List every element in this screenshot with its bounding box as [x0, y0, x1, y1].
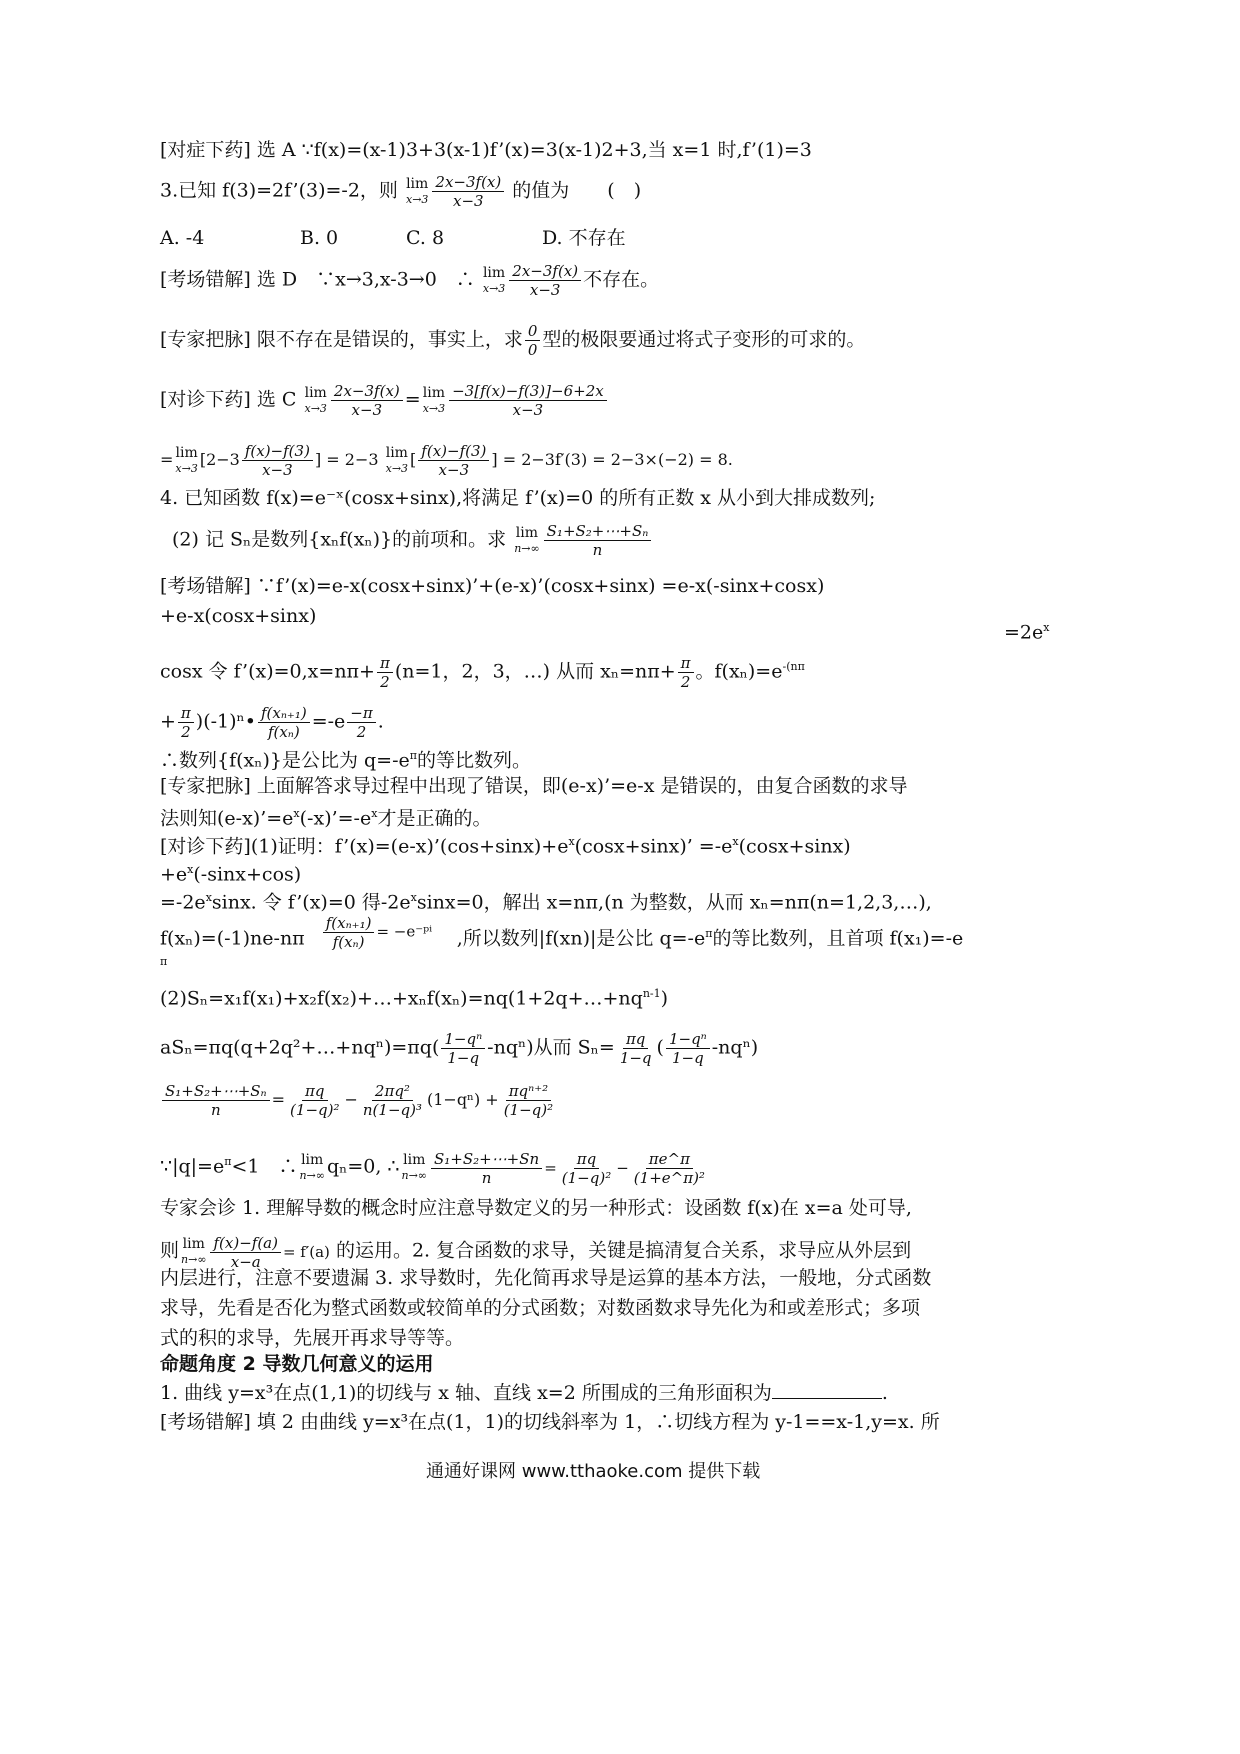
fraction-numerator: f(x)−f(a) [210, 1234, 280, 1253]
derivation-text: -nqⁿ)从而 Sₙ= [487, 1036, 615, 1059]
fraction-numerator: 2x−3f(x) [331, 382, 403, 401]
fraction-term-2 [360, 1082, 425, 1119]
fraction-difference-quotient [242, 442, 313, 479]
option-a: A. -4 [160, 227, 205, 249]
ratio-formula-group [321, 914, 432, 951]
fraction-difference-quotient [418, 442, 489, 479]
step-text: =-e [311, 710, 346, 733]
question-text: 1. 曲线 y=x³在点(1,1)的切线与 x 轴、直线 x=2 所围成的三角形面积为 [160, 1382, 772, 1404]
superscript: x [293, 807, 300, 820]
limit-operator [305, 386, 327, 416]
limit-conclusion [160, 1150, 710, 1187]
sum-text: ) [660, 987, 669, 1010]
lim-sub: x→3 [422, 401, 446, 415]
lim-sub: x→3 [482, 281, 506, 295]
superscript: x [568, 835, 575, 848]
correct-solution-text: [对诊下药] 选 C [160, 388, 297, 411]
fraction-numerator: −3[f(x)−f(3)]−6+2x [449, 382, 607, 401]
solution-text: +e [160, 863, 188, 886]
fraction-pi-over-2 [678, 654, 694, 691]
correct-solution-q3 [160, 382, 609, 419]
geometric-sequence-claim [160, 744, 531, 772]
fraction-zero-over-zero [525, 322, 541, 359]
fraction-neg-pi-over-2 [347, 704, 375, 741]
fraction-numerator: f(x)−f(3) [242, 442, 313, 461]
fraction-ratio [258, 704, 310, 741]
lim-sub: n→∞ [401, 1168, 427, 1182]
correct-solution-q4-roots [160, 886, 932, 914]
fraction-pi-over-2 [377, 654, 393, 691]
fraction-numerator: S₁+S₂+⋯+Sn [431, 1150, 542, 1169]
fraction-denominator: n [210, 1101, 221, 1119]
average-sum-formula [160, 1082, 558, 1119]
lim-word: lim [301, 1151, 324, 1168]
fraction-denominator: x−3 [438, 461, 470, 479]
correct-solution-q4 [160, 830, 851, 858]
fraction-numerator: πq [574, 1150, 599, 1169]
fraction-numerator: πqⁿ⁺² [506, 1082, 551, 1101]
fraction-numerator: 2πq² [372, 1082, 413, 1101]
wrong-solution-q4: [考场错解] ∵f’(x)=e-x(cosx+sinx)’+(e-x)’(cosx+sinx) =e-x(-sinx+cosx) [160, 575, 825, 597]
minus-sign: − [616, 1158, 629, 1177]
wrong-solution-tangent: [考场错解] 填 2 由曲线 y=x³在点(1，1)的切线斜率为 1，∴切线方程为 y-1==x-1,y=x. 所 [160, 1411, 940, 1433]
fraction-ratio [323, 914, 375, 951]
fraction-denominator: 2 [380, 673, 390, 691]
fraction-numerator: f(xₙ₊₁) [258, 704, 310, 723]
superscript: x [371, 807, 378, 820]
fraction-denominator: f(xₙ) [267, 723, 300, 741]
consultation-text: 的运用。2. 复合函数的求导，关键是搞清复合关系，求导应从外层到 [335, 1239, 912, 1262]
analysis-text: 法则知(e-x)’=e [160, 807, 294, 830]
fraction-denominator: x−3 [351, 401, 383, 419]
limit-operator [514, 526, 539, 556]
fraction-denominator: (1−q)² [290, 1101, 340, 1119]
fraction-2x-3fx [331, 382, 403, 419]
solution-text: sinx. 令 f’(x)=0 得-2e [211, 891, 411, 914]
step-text: cosx 令 f’(x)=0,x=nπ+ [160, 660, 375, 683]
solution-text: sinx=0，解出 x=nπ,(n 为整数，从而 xₙ=nπ(n=1,2,3,…), [416, 891, 932, 914]
lim-sub: n→∞ [299, 1168, 325, 1182]
fraction-1-q-n [441, 1030, 485, 1067]
derivation-text: aSₙ=πq(q+2q²+…+nqⁿ)=πq( [160, 1036, 440, 1059]
expert-analysis-tail: 型的极限要通过将式子变形的可求的。 [542, 328, 866, 351]
superscript: x [732, 835, 739, 848]
sum-text: (2)Sₙ=x₁f(x₁)+x₂f(x₂)+…+xₙf(xₙ)=nq(1+2q+…+nq [160, 987, 643, 1010]
bracket-open: [2−3 [199, 450, 240, 469]
fraction-pi-over-2 [178, 704, 194, 741]
analysis-text: 才是正确的。 [377, 807, 492, 830]
consultation-text: 则 [160, 1239, 180, 1262]
fraction-denominator: (1−q)² [503, 1101, 554, 1119]
fraction-numerator: f(x)−f(3) [418, 442, 489, 461]
minus-sign: − [344, 1090, 358, 1109]
limit-operator [175, 446, 197, 476]
limit-operator [406, 177, 428, 207]
expert-analysis-text: [专家把脉] 限不存在是错误的，事实上，求 [160, 328, 523, 351]
superscript: x [410, 891, 417, 904]
question-4-part-2 [172, 522, 653, 559]
fraction-denominator: x−3 [512, 401, 544, 419]
fraction-sum-over-n [544, 522, 652, 559]
fraction-denominator: 2 [680, 673, 691, 691]
superscript: π [409, 749, 417, 762]
fraction-numerator: πq [302, 1082, 327, 1101]
fraction-denominator: 0 [527, 341, 538, 359]
fraction-denominator: x−3 [453, 192, 484, 210]
superscript: x [1043, 621, 1050, 634]
limit-operator [299, 1153, 324, 1183]
expert-consultation-line-4: 求导，先看是否化为整式函数或较简单的分式函数；对数函数求导先化为和或差形式；多项 [160, 1297, 921, 1319]
result-text: =2e [1004, 621, 1044, 644]
ratio-rhs: = −e⁻ᵖⁱ [376, 922, 433, 941]
lim-sub: x→3 [304, 401, 327, 415]
ratio-step [160, 704, 384, 741]
superscript: π [224, 1155, 232, 1169]
superscript: x [187, 863, 194, 876]
fraction-denominator: 2 [181, 723, 191, 741]
option-d: D. 不存在 [542, 227, 626, 249]
wrong-solution-text: [考场错解] 选 D ∵x→3,x-3→0 ∴ [160, 268, 475, 291]
lim-word: lim [422, 384, 446, 401]
fraction-denominator: n [592, 541, 603, 559]
solution-text: =-2e [160, 891, 206, 914]
fraction-numerator: πq [623, 1030, 648, 1049]
page-footer: 通通好课网 www.tthaoke.com 提供下载 [426, 1461, 761, 1482]
step-text: + [160, 710, 176, 733]
fraction-denominator: x−a [230, 1253, 261, 1271]
conclusion-text: ∵|q|=e [160, 1155, 225, 1178]
step-text: (n=1，2，3，…) 从而 xₙ=nπ+ [394, 660, 676, 683]
option-b: B. 0 [300, 227, 339, 249]
fraction-numerator: 2x−3f(x) [509, 262, 581, 281]
fraction-denominator: 1−q [447, 1049, 480, 1067]
section-heading: 命题角度 2 导数几何意义的运用 [160, 1353, 434, 1375]
solution-text: 的等比数列，且首项 f(x₁)=-e [712, 927, 964, 950]
fraction-numerator: 2x−3f(x) [432, 173, 504, 192]
fraction-pi-e [631, 1150, 708, 1187]
lim-sub: x→3 [385, 461, 409, 475]
solution-text: f(xₙ)=(-1)ne-nπ [160, 927, 305, 950]
fraction-numerator: πe^π [646, 1150, 693, 1169]
limit-operator [386, 446, 408, 476]
fraction-numerator: π [678, 654, 694, 673]
fraction-denominator: (1−q)² [561, 1169, 612, 1187]
step-text: )(-1)ⁿ• [195, 710, 256, 733]
superscript: n-1 [642, 987, 661, 1000]
question-3 [160, 173, 641, 210]
fraction-numerator: −π [347, 704, 375, 723]
fraction-term-1 [559, 1150, 614, 1187]
period: . [881, 1382, 888, 1404]
fraction-sum-over-n [431, 1150, 542, 1187]
equals-sign: = [271, 1090, 286, 1109]
lim-sub: n→∞ [181, 1252, 207, 1266]
lim-word: lim [182, 1235, 205, 1252]
expert-consultation-line-3: 内层进行，注意不要遗漏 3. 求导数时，先化简再求导是运算的基本方法，一般地，分式函数 [160, 1267, 932, 1289]
limit-operator [423, 386, 445, 416]
result-text: ] = 2−3f′(3) = 2−3×(−2) = 8. [491, 450, 733, 469]
fraction-numerator: S₁+S₂+⋯+Sₙ [162, 1082, 270, 1101]
conclusion-text: <1 ∴ [231, 1155, 298, 1178]
fraction-denominator: (1+e^π)² [633, 1169, 705, 1187]
pi-superscript-wrap: π [160, 955, 168, 968]
derivative-rhs: = f′(a) [282, 1242, 330, 1261]
sum-derivation [160, 1030, 758, 1067]
fraction-piq [617, 1030, 655, 1067]
equals-sign: = [404, 388, 421, 411]
derivation-text: ( [656, 1036, 664, 1059]
superscript: π [705, 927, 713, 940]
fraction-denominator: x−3 [262, 461, 293, 479]
fraction-numerator: π [377, 654, 393, 673]
question-4: 4. 已知函数 f(x)=e⁻ˣ(cosx+sinx),将满足 f’(x)=0 的所有正数 x 从小到大排成数列; [160, 487, 876, 509]
claim-text: ∴数列{f(xₙ)}是公比为 q=-e [160, 749, 410, 772]
lim-word: lim [385, 444, 408, 461]
lim-sub: n→∞ [514, 541, 540, 555]
fraction-denominator: 1−q [671, 1049, 704, 1067]
analysis-text: (-x)’=-e [299, 807, 372, 830]
derivation-text: -nqⁿ) [711, 1036, 759, 1059]
solution-text: (cosx+sinx) [738, 835, 851, 858]
bracket-close: ] = 2−3 [314, 450, 379, 469]
wrong-solution-q4-cont: +e-x(cosx+sinx) [160, 605, 317, 627]
limit-operator [402, 1153, 427, 1183]
step-text: 。f(xₙ)=e [695, 660, 783, 683]
superscript: x [205, 891, 212, 904]
claim-text: 的等比数列。 [417, 749, 532, 772]
expert-analysis-q3 [160, 322, 865, 359]
sum-formula [160, 982, 668, 1010]
lim-sub: x→3 [175, 461, 198, 475]
fraction-numerator: π [178, 704, 194, 723]
fraction-denominator: n [481, 1169, 492, 1187]
lim-word: lim [406, 175, 429, 192]
fraction-2x-3fx [432, 173, 504, 210]
correct-solution-q4-cont [160, 858, 301, 886]
expert-consultation-line-5: 式的积的求导，先展开再求导等等。 [160, 1327, 465, 1349]
wrong-solution-q3 [160, 262, 659, 299]
fraction-numerator: 0 [525, 322, 541, 341]
fraction-rewritten [449, 382, 607, 419]
solution-text: (-sinx+cos) [193, 863, 302, 886]
fraction-denominator: x−3 [529, 281, 561, 299]
fraction-numerator: 1−qⁿ [441, 1030, 485, 1049]
period: . [377, 710, 384, 733]
fraction-term-3 [501, 1082, 556, 1119]
derivative-definition [208, 1234, 330, 1271]
lim-word: lim [304, 384, 327, 401]
solution-text: ,所以数列|f(xn)|是公比 q=-e [456, 927, 706, 950]
wrong-solution-q4-steps [160, 654, 805, 691]
fraction-denominator: 1−q [619, 1049, 652, 1067]
fraction-numerator: S₁+S₂+⋯+Sₙ [544, 522, 652, 541]
expert-consultation: 专家会诊 1. 理解导数的概念时应注意导数定义的另一种形式：设函数 f(x)在 x=a 处可导, [160, 1197, 912, 1219]
fraction-denominator: 2 [356, 723, 367, 741]
solution-correct-a: [对症下药] 选 A ∵f(x)=(x-1)3+3(x-1)f’(x)=3(x-1)2+3,当 x=1 时,f’(1)=3 [160, 139, 812, 161]
lim-word: lim [515, 524, 539, 541]
option-c: C. 8 [406, 227, 445, 249]
question-3-tail: 的值为 ( ) [512, 179, 642, 202]
answer-blank [772, 1380, 882, 1399]
lim-word: lim [482, 264, 506, 281]
sequence-ratio-line [160, 914, 964, 952]
fraction-denominator: f(xₙ) [332, 933, 365, 952]
expert-analysis-q4: [专家把脉] 上面解答求导过程中出现了错误，即(e-x)’=e-x 是错误的，由复合函数的求导 [160, 775, 908, 797]
fraction-term-1 [287, 1082, 342, 1119]
fraction-2x-3fx [509, 262, 581, 299]
fraction-numerator: f(xₙ₊₁) [323, 914, 375, 933]
wrong-solution-q4-result [1004, 616, 1049, 644]
bracket-open: [ [410, 450, 417, 469]
fraction-numerator: 1−qⁿ [666, 1030, 710, 1049]
fraction-sum-over-n [162, 1082, 270, 1119]
solution-text: [对诊下药](1)证明：f’(x)=(e-x)’(cos+sinx)+e [160, 835, 569, 858]
equals-sign: = [160, 450, 174, 469]
multiplier-text: (1−qⁿ) + [426, 1090, 499, 1109]
fraction-1-q-n [666, 1030, 710, 1067]
question-1-geometric [160, 1380, 888, 1405]
equals-sign: = [544, 1158, 557, 1177]
fraction-denominator: n(1−q)³ [362, 1101, 422, 1119]
solution-text: (cosx+sinx)’ =-e [574, 835, 733, 858]
wrong-solution-tail: 不存在。 [583, 268, 660, 291]
limit-operator [483, 266, 505, 296]
lim-sub: x→3 [405, 192, 429, 206]
limit-operator [181, 1237, 206, 1267]
question-3-text: 3.已知 f(3)=2f’(3)=-2，则 [160, 179, 398, 202]
superscript: -(nπ [782, 660, 805, 674]
conclusion-text: qₙ=0, ∴ [326, 1155, 400, 1178]
lim-word: lim [403, 1151, 426, 1168]
expert-analysis-q4-cont [160, 802, 491, 830]
limit-evaluation [160, 442, 733, 479]
question-4-part-2-text: (2) 记 Sₙ是数列{xₙf(xₙ)}的前项和。求 [172, 528, 507, 551]
lim-word: lim [175, 444, 198, 461]
